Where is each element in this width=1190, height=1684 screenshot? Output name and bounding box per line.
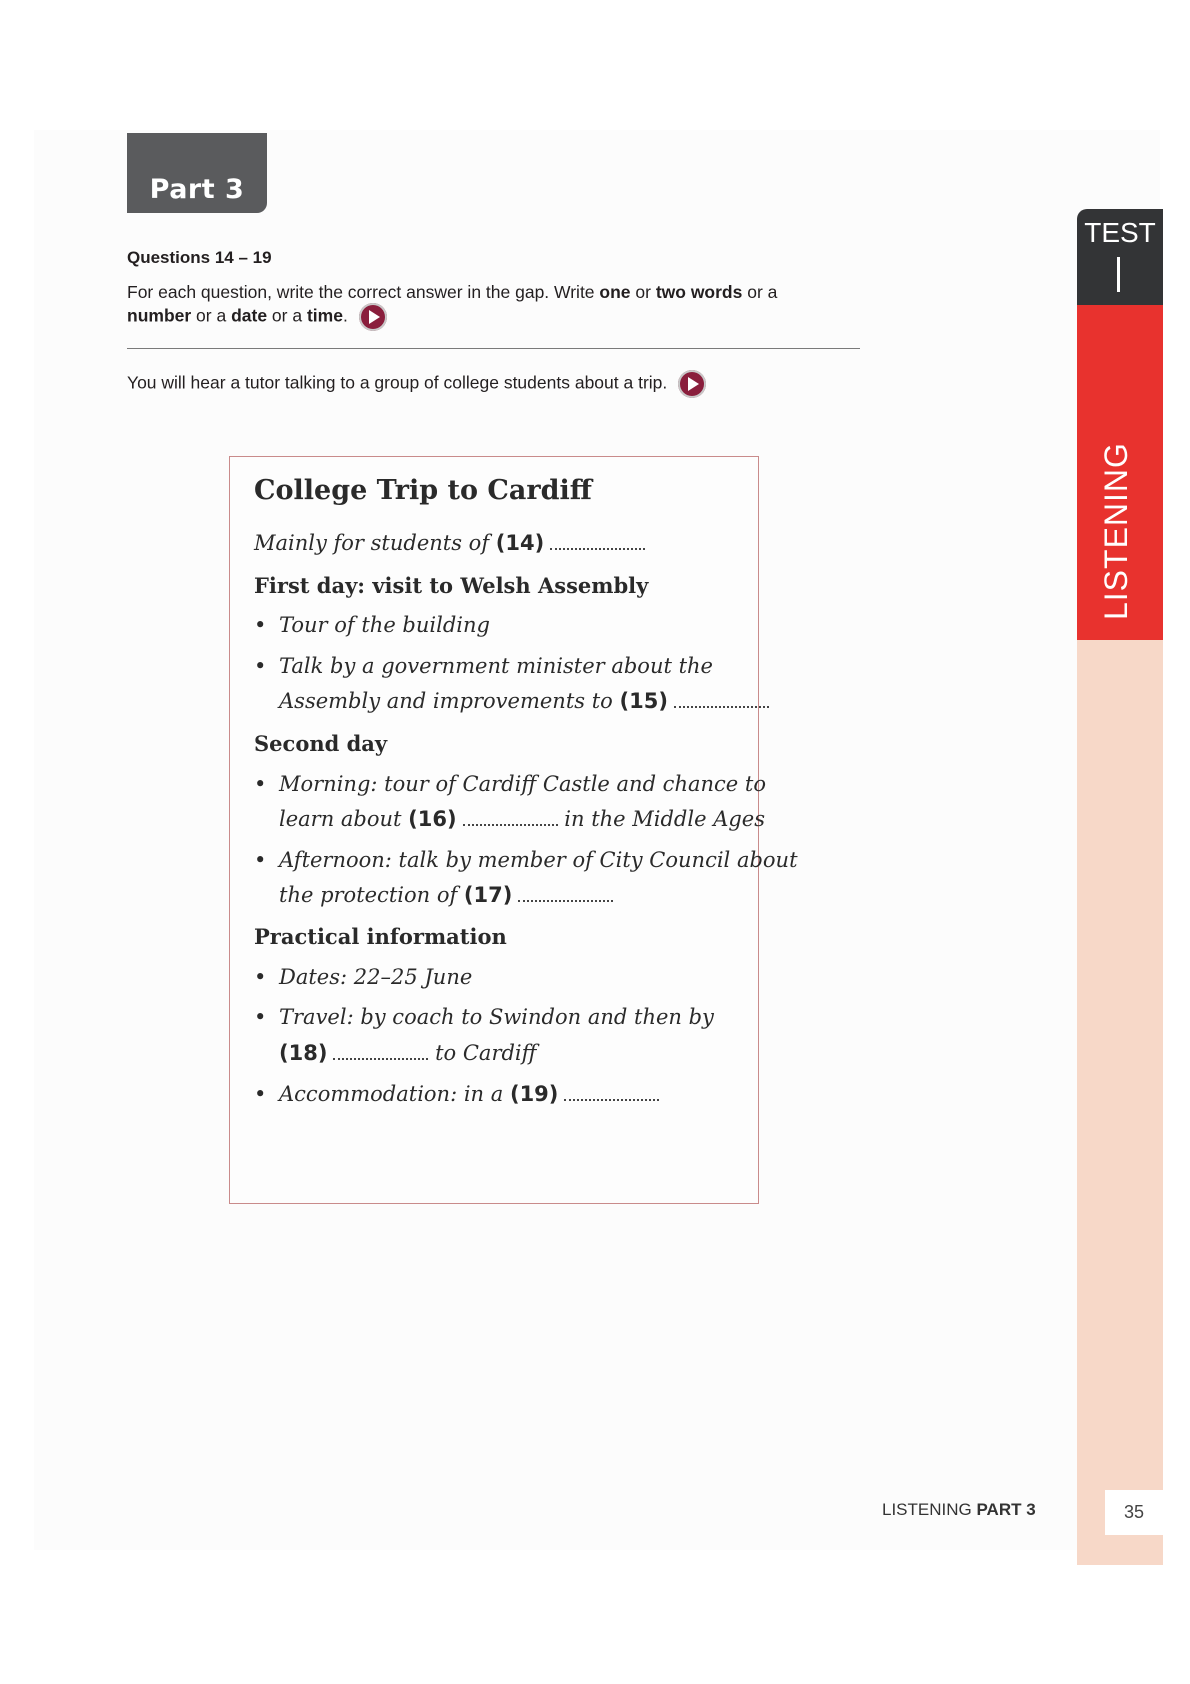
- heading-practical: Practical information: [254, 924, 507, 949]
- play-audio-icon[interactable]: [678, 370, 706, 398]
- footer-section-label: LISTENING PART 3: [882, 1500, 1036, 1519]
- notes-line-afternoon: Afternoon: talk by member of City Council about: [279, 848, 798, 872]
- notes-line-travel: Travel: by coach to Swindon and then by: [279, 1005, 714, 1029]
- test-label: TEST: [1084, 217, 1156, 248]
- bullet-icon: •: [254, 613, 267, 637]
- heading-second-day: Second day: [254, 731, 388, 756]
- question-number-19: (19): [509, 1082, 559, 1106]
- notes-title: College Trip to Cardiff: [254, 475, 592, 506]
- notes-line-talk: Talk by a government minister about the: [279, 654, 713, 678]
- test-tab: [1077, 209, 1163, 305]
- notes-line-assembly: Assembly and improvements to (15): [279, 689, 769, 713]
- section-label: LISTENING: [1098, 442, 1134, 620]
- heading-first-day: First day: visit to Welsh Assembly: [254, 573, 649, 598]
- bullet-icon: •: [254, 1005, 267, 1029]
- notes-line-cardiff: (18) to Cardiff: [279, 1041, 537, 1065]
- bullet-icon: •: [254, 654, 267, 678]
- notes-line-learn: learn about (16) in the Middle Ages: [279, 807, 766, 831]
- answer-gap-14[interactable]: [550, 534, 645, 550]
- bullet-icon: •: [254, 848, 267, 872]
- notes-line-morning: Morning: tour of Cardiff Castle and chance to: [279, 772, 766, 796]
- notes-line-mainly: Mainly for students of (14): [254, 531, 645, 555]
- divider: [127, 348, 860, 349]
- answer-gap-16[interactable]: [463, 810, 558, 826]
- bullet-icon: •: [254, 965, 267, 989]
- questions-heading: Questions 14 – 19: [127, 248, 272, 267]
- bullet-icon: •: [254, 772, 267, 796]
- notes-box: [229, 456, 798, 1204]
- question-number-15: (15): [619, 689, 668, 713]
- answer-gap-17[interactable]: [518, 886, 613, 902]
- side-strip: [1077, 640, 1163, 1565]
- answer-gap-18[interactable]: [333, 1044, 428, 1060]
- question-number-16: (16): [408, 807, 457, 831]
- notes-line-tour: Tour of the building: [279, 613, 490, 637]
- answer-gap-19[interactable]: [564, 1085, 659, 1101]
- question-number-17: (17): [463, 883, 513, 907]
- part-tab: Part 3: [127, 133, 267, 213]
- answer-gap-15[interactable]: [674, 692, 769, 708]
- play-audio-icon[interactable]: [359, 303, 387, 331]
- test-number-bar: [1117, 257, 1120, 292]
- bullet-icon: •: [254, 1082, 267, 1106]
- instructions: For each question, write the correct answer in the gap. Write one or two words or a number or a date or a time.: [127, 281, 847, 331]
- question-number-18: (18): [279, 1041, 328, 1065]
- notes-line-dates: Dates: 22–25 June: [279, 965, 473, 989]
- notes-line-accommodation: Accommodation: in a (19): [279, 1082, 659, 1106]
- page-number: 35: [1105, 1490, 1163, 1535]
- question-number-14: (14): [495, 531, 545, 555]
- intro-text: You will hear a tutor talking to a group of college students about a trip.: [127, 370, 706, 398]
- notes-line-protection: the protection of (17): [279, 883, 613, 907]
